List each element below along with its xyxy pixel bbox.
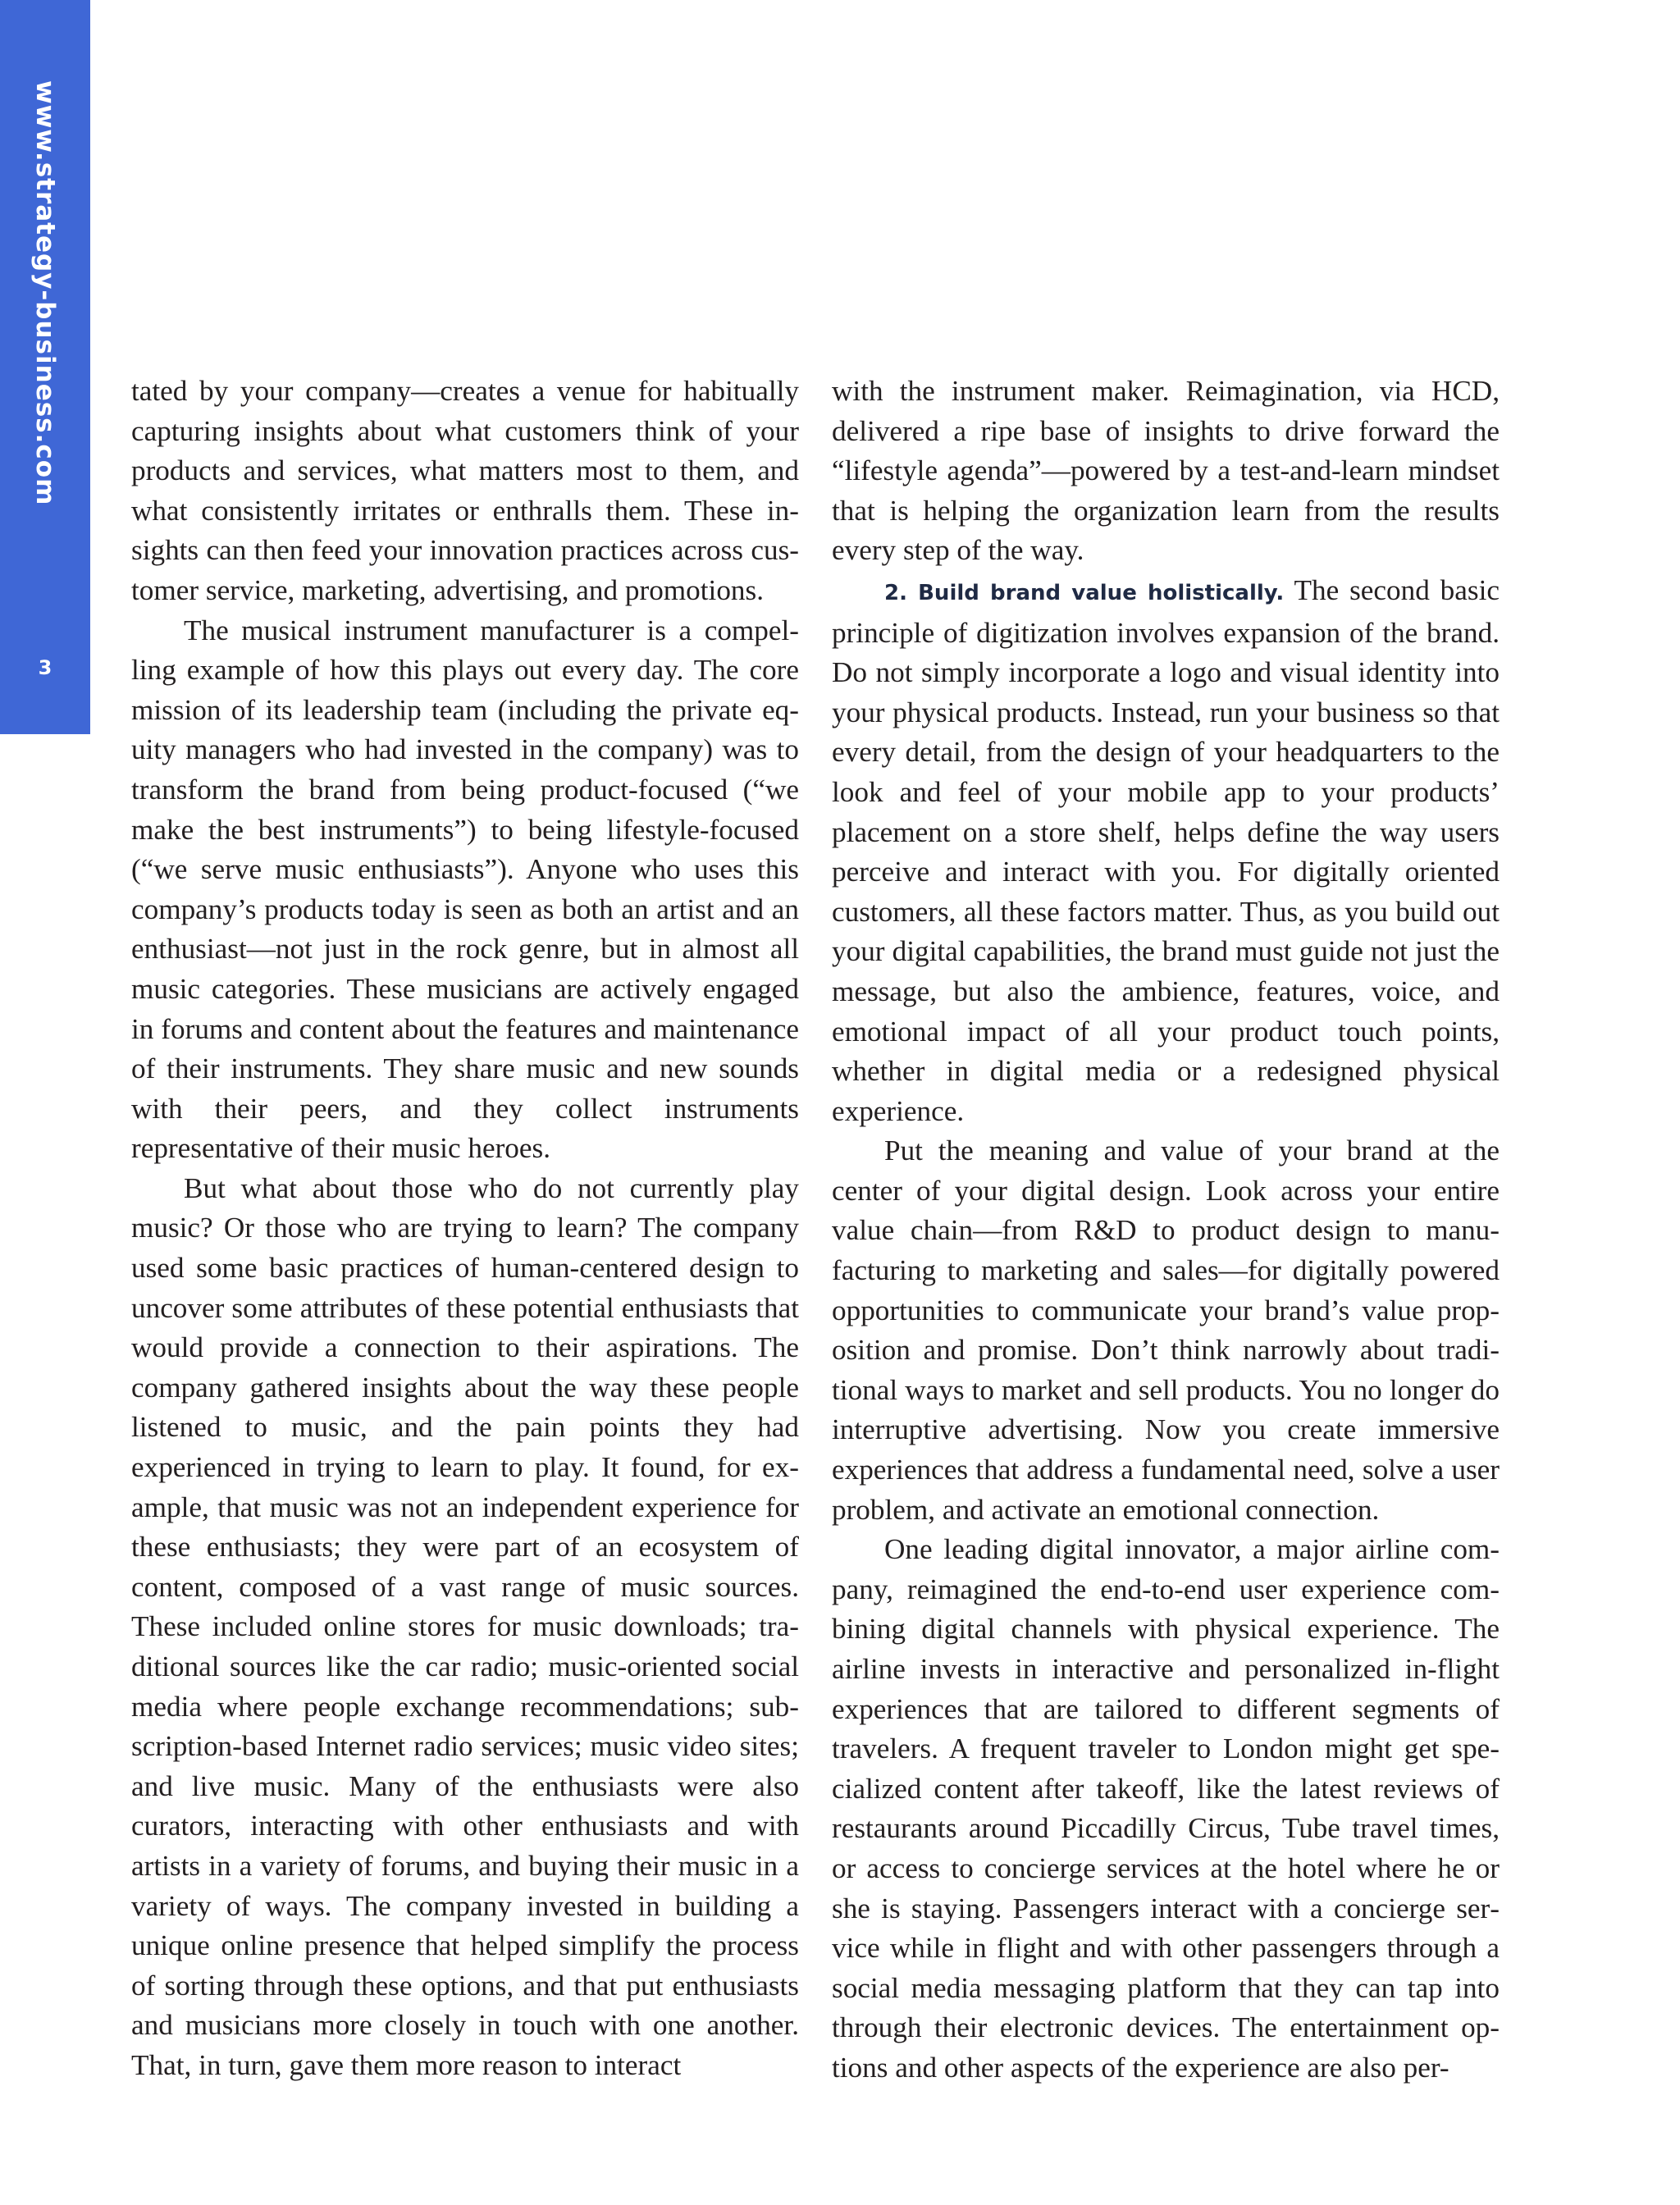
section-body: The second basic principle of digitization involves expansion of the brand. Do not simply incorporate a logo and visual identity into your physical products. Instead, run your business so that every detail, from the design of your headquarters to the look and feel of your mobile app to your products’ placement on a store shelf, helps define the way users perceive and interact with you. For digitally oriented customers, all these factors matter. Thus, as you build out your digital capabilities, the brand must guide not just the message, but also the ambience, features, voice, and emotional impact of all your product touch points, whether in digital media or a redesigned physical experience. bbox=[832, 573, 1500, 1127]
left-column bbox=[131, 372, 799, 2086]
right-column bbox=[832, 372, 1500, 2089]
left-paragraph-1: tated by your company—creates a venue for habitually capturing insights about what customers think of your products and services, what matters most to them, and what consistently irritates or enthralls them. These insights can then feed your innovation practices across customer service, marketing, advertising, and promotions. bbox=[131, 375, 799, 606]
website-url: www.strategy-business.com bbox=[30, 80, 60, 506]
left-paragraph-2: The musical instrument manufacturer is a compelling example of how this plays out every day. The core mission of its leadership team (including the private equity managers who had invested in the company) was to transform the brand from being product-focused (“we make the best instruments”) to being lifestyle-focused (“we serve music enthusiasts”). Anyone who uses this company’s products today is seen as both an artist and an enthusiast—not just in the rock genre, but in almost all music categories. These musicians are actively engaged in forums and content about the features and maintenance of their instruments. They share music and new sounds with their peers, and they collect instruments representative of their music heroes. bbox=[131, 614, 799, 1165]
right-paragraph-2 bbox=[832, 571, 1500, 1131]
right-paragraph-1: with the instrument maker. Reimagination, via HCD, delivered a ripe base of insights to drive forward the “lifestyle agenda”—powered by a test-and-learn mindset that is helping the organization learn from the results every step of the way. bbox=[832, 375, 1500, 567]
right-paragraph-4: One leading digital innovator, a major airline company, reimagined the end-to-end user experience combining digital channels with physical experience. The airline invests in interactive and personalized in-flight experiences that are tailored to different segments of travelers. A frequent traveler to London might get specialized content after takeoff, like the latest reviews of restaurants around Piccadilly Circus, Tube travel times, or access to concierge services at the hotel where he or she is staying. Passengers interact with a concierge service while in flight and with other passengers through a social media messaging platform that they can tap into through their electronic devices. The entertainment options and other aspects of the experience are also per- bbox=[832, 1533, 1500, 2084]
right-paragraph-3: Put the meaning and value of your brand at the center of your digital design. Look across your entire value chain—from R&D to product design to manufacturing to marketing and sales—for digitally powered opportunities to communicate your brand’s value proposition and promise. Don’t think narrowly about traditional ways to market and sell products. You no longer do interruptive advertising. Now you create immersive experiences that address a fundamental need, solve a user problem, and activate an emotional connection. bbox=[832, 1134, 1500, 1526]
page-number: 3 bbox=[38, 656, 52, 679]
left-paragraph-3: But what about those who do not currently play music? Or those who are trying to learn? The company used some basic practices of human-centered design to uncover some attributes of these potential enthusiasts that would provide a connection to their aspirations. The company gathered insights about the way these people listened to music, and the pain points they had experienced in trying to learn to play. It found, for example, that music was not an independent experience for these enthusiasts; they were part of an ecosystem of content, composed of a vast range of music sources. These included online stores for music downloads; traditional sources like the car radio; music-oriented social media where people exchange recommendations; subscription-based Internet radio services; music video sites; and live music. Many of the enthusiasts were also curators, interacting with other enthusiasts and with artists in a variety of forums, and buying their music in a variety of ways. The company invested in building a unique online presence that helped simplify the process of sorting through these options, and that put enthusiasts and musicians more closely in touch with one another. That, in turn, gave them more reason to interact bbox=[131, 1171, 799, 2081]
section-heading: 2. Build brand value holistically. bbox=[884, 580, 1285, 605]
